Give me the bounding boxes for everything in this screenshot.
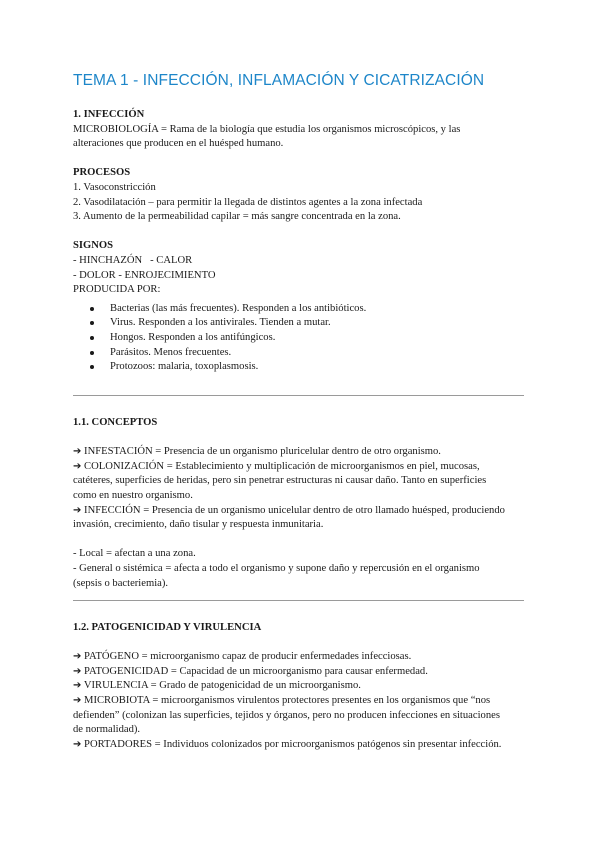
section-heading: 1.2. PATOGENICIDAD Y VIRULENCIA [73,622,262,633]
divider [73,600,524,601]
sign-item: PRODUCIDA POR: [73,284,161,296]
concept-line: ➔ INFESTACIÓN = Presencia de un organismo pluricelular dentro de otro organismo. [73,446,441,458]
arrow-icon: ➔ [73,504,82,516]
arrow-icon: ➔ [73,738,82,750]
concept-line: invasión, crecimiento, daño tisular y respuesta inmunitaria. [73,519,324,531]
arrow-icon: ➔ [73,460,82,472]
list-item: Hongos. Responden a los antifúngicos. [73,331,533,346]
concept-line: de normalidad). [73,724,141,736]
concept-line: ➔ MICROBIOTA = microorganismos virulentos protectores presentes en los organismos que “nos [73,694,491,706]
arrow-icon: ➔ [73,680,82,692]
list-item: Protozoos: malaria, toxoplasmosis. [73,360,533,375]
process-item: 3. Aumento de la permeabilidad capilar = más sangre concentrada en la zona. [73,211,401,223]
section-heading: 1.1. CONCEPTOS [73,417,158,428]
arrow-icon: ➔ [73,694,82,706]
arrow-icon: ➔ [73,446,82,458]
subheading-procesos: PROCESOS [73,167,131,179]
concept-line: ➔ VIRULENCIA = Grado de patogenicidad de un microorganismo. [73,680,361,692]
extra-line: - Local = afectan a una zona. [73,548,196,560]
concept-line: ➔ PATOGENICIDAD = Capacidad de un microorganismo para causar enfermedad. [73,665,428,677]
text-line: alteraciones que producen en el huésped humano. [73,138,284,150]
list-item: Bacterias (las más frecuentes). Responden a los antibióticos. [73,302,533,317]
concept-line: ➔ INFECCIÓN = Presencia de un organismo unicelular dentro de otro llamado huésped, produciendo [73,504,505,516]
divider [73,395,524,396]
concept-line: como en nuestro organismo. [73,489,193,501]
page-title: TEMA 1 - INFECCIÓN, INFLAMACIÓN Y CICATRIZACIÓN [73,72,485,89]
process-item: 1. Vasoconstricción [73,181,156,193]
arrow-icon: ➔ [73,665,82,677]
pathogen-list [73,302,533,375]
concept-line: ➔ COLONIZACIÓN = Establecimiento y multiplicación de microorganismos en piel, mucosas, [73,460,480,472]
extra-line: - General o sistémica = afecta a todo el organismo y supone daño y repercusión en el organismo [73,562,480,574]
list-item: Virus. Responden a los antivirales. Tienden a mutar. [73,316,533,331]
section-conceptos [73,416,533,591]
concept-line: ➔ PATÓGENO = microorganismo capaz de producir enfermedades infecciosas. [73,651,412,663]
extra-line: (sepsis o bacteriemia). [73,577,169,589]
concept-line: ➔ PORTADORES = Individuos colonizados por microorganismos patógenos sin presentar infección. [73,738,502,750]
section-infeccion [73,108,533,375]
sign-item: - HINCHAZÓN - CALOR [73,254,193,266]
subheading-signos: SIGNOS [73,240,114,252]
concept-line: defienden” (colonizan las superficies, tejidos y órganos, pero no producen infecciones en situaciones [73,709,500,721]
list-item: Parásitos. Menos frecuentes. [73,346,533,361]
sign-item: - DOLOR - ENROJECIMIENTO [73,269,216,281]
text-line: MICROBIOLOGÍA = Rama de la biología que estudia los organismos microscópicos, y las [73,123,461,135]
concept-line: catéteres, superficies de heridas, pero sin penetrar estructuras ni causar daño. Tanto en superficies [73,475,487,487]
process-item: 2. Vasodilatación – para permitir la llegada de distintos agentes a la zona infectada [73,196,423,208]
arrow-icon: ➔ [73,651,82,663]
section-heading: 1. INFECCIÓN [73,109,145,120]
section-patogenicidad [73,621,533,752]
